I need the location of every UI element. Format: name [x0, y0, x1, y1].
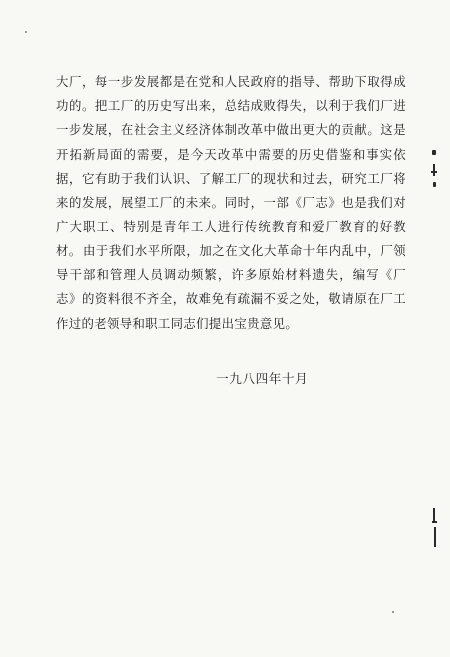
binding-mark [431, 171, 437, 173]
scan-speck [25, 31, 27, 33]
binding-mark [432, 521, 437, 523]
document-date: 一九八四年十月 [216, 371, 309, 386]
body-paragraph-1: 大厂，每一步发展都是在党和人民政府的指导、帮助下取得成功的。把工厂的历史写出来，总结成败得失，以利于我们厂进一步发展，在社会主义经济体制改革中做出更大的贡献。这是开拓新局面的需要，是今天改革中需要的历史借鉴和事实依据，它有助于我们认识、了解工厂的现状和过去，研究工厂将来的发展，展望工厂的未来。同时，一部《厂志》也是我们对广大职工、特别是青年工人进行传统教育和爱厂教育的好教材。 [56, 74, 406, 259]
binding-mark [432, 150, 436, 155]
binding-mark [433, 182, 436, 187]
body-paragraph-2: 由于我们水平所限，加之在文化大革命十年内乱中，厂领导干部和管理人员调动频繁，许多原始材料遗失，编写《厂志》的资料很不齐全，故难免有疏漏不妥之处，敬请原在厂工作过的老领导和职工同志们提出宝贵意见。 [56, 243, 406, 331]
binding-mark [434, 527, 436, 547]
binding-mark [433, 508, 435, 522]
binding-mark [433, 164, 435, 176]
scan-speck [392, 611, 394, 613]
